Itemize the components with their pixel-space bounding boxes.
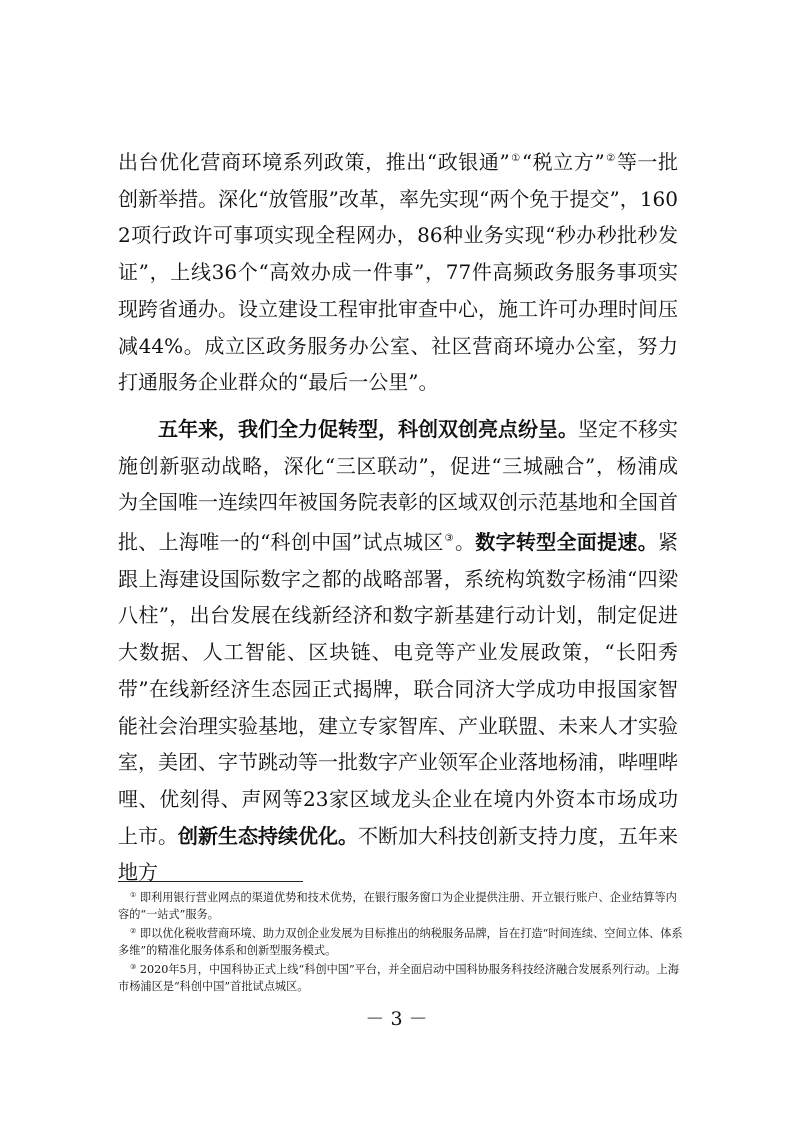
- text-segment: 出台优化营商环境系列政策，推出“政银通”: [118, 150, 510, 174]
- body-text: [118, 141, 678, 891]
- text-segment: 。: [454, 530, 476, 555]
- footnote-1: [118, 887, 688, 923]
- footnote-ref-2: ②: [605, 153, 616, 164]
- bold-subheading-ecosystem: 创新生态持续优化。: [178, 823, 358, 848]
- footnote-ref-3: ③: [444, 533, 454, 545]
- footnote-2: [118, 923, 688, 959]
- footnote-text: 2020年5月，中国科协正式上线“科创中国”平台，并全面启动中国科协服务科技经济融合发展系列行动。上海市杨浦区是“科创中国”首批试点城区。: [118, 963, 680, 993]
- footnotes: [118, 887, 688, 995]
- paragraph-innovation: [118, 411, 678, 891]
- paragraph-business-environment: [118, 141, 678, 401]
- footnote-divider: [118, 881, 303, 882]
- page-number: － 3 －: [365, 1008, 428, 1030]
- footnote-text: 即以优化税收营商环境、助力双创企业发展为目标推出的纳税服务品牌，旨在打造“时间连续、空间立体、体系多维”的精准化服务体系和创新型服务模式。: [118, 927, 683, 957]
- text-segment: 等一批创新举措。深化“放管服”改革，率先实现“两个免于提交”，1602项行政许可事项实现全程网办，86种业务实现“秒办秒批秒发证”，上线36个“高效办成一件事”，77件高频政务服务事项实现跨省通办。设立建设工程审批审查中心，施工许可办理时间压减44%。成立区政务服务办公室、社区营商环境办公室，努力打通服务企业群众的“最后一公里”。: [118, 150, 679, 395]
- footnote-3: [118, 959, 688, 995]
- footnote-mark: ③: [130, 963, 137, 971]
- text-segment: 坚定不移实施创新驱动战略，深化“三区联动”，促进“三城融合”，杨浦成为全国唯一连续四年被国务院表彰的区域双创示范基地和全国首批、上海唯一的“科创中国”试点城区: [118, 416, 678, 555]
- footnote-mark: ①: [130, 891, 137, 899]
- bold-subheading-digital: 数字转型全面提速。: [475, 530, 659, 555]
- text-segment: 不断加大科技创新支持力度，五年来地方: [118, 823, 678, 885]
- text-segment: “税立方”: [521, 150, 605, 174]
- text-segment: 紧跟上海建设国际数字之都的战略部署，系统构筑数字杨浦“四梁八柱”，出台发展在线新经济和数字新基建行动计划，制定促进大数据、人工智能、区块链、电竞等产业发展政策，“长阳秀带”在线新经济生态园正式揭牌，联合同济大学成功申报国家智能社会治理实验基地，建立专家智库、产业联盟、未来人才实验室，美团、字节跳动等一批数字产业领军企业落地杨浦，哔哩哔哩、优刻得、声网等23家区域龙头企业在境内外资本市场成功上市。: [118, 530, 679, 848]
- footnote-ref-1: ①: [510, 153, 521, 164]
- footnote-mark: ②: [130, 927, 137, 935]
- footnote-text: 即利用银行营业网点的渠道优势和技术优势，在银行服务窗口为企业提供注册、开立银行账户、企业结算等内容的“一站式”服务。: [118, 891, 677, 921]
- bold-lead-sentence: 五年来，我们全力促转型，科创双创亮点纷呈。: [158, 416, 578, 441]
